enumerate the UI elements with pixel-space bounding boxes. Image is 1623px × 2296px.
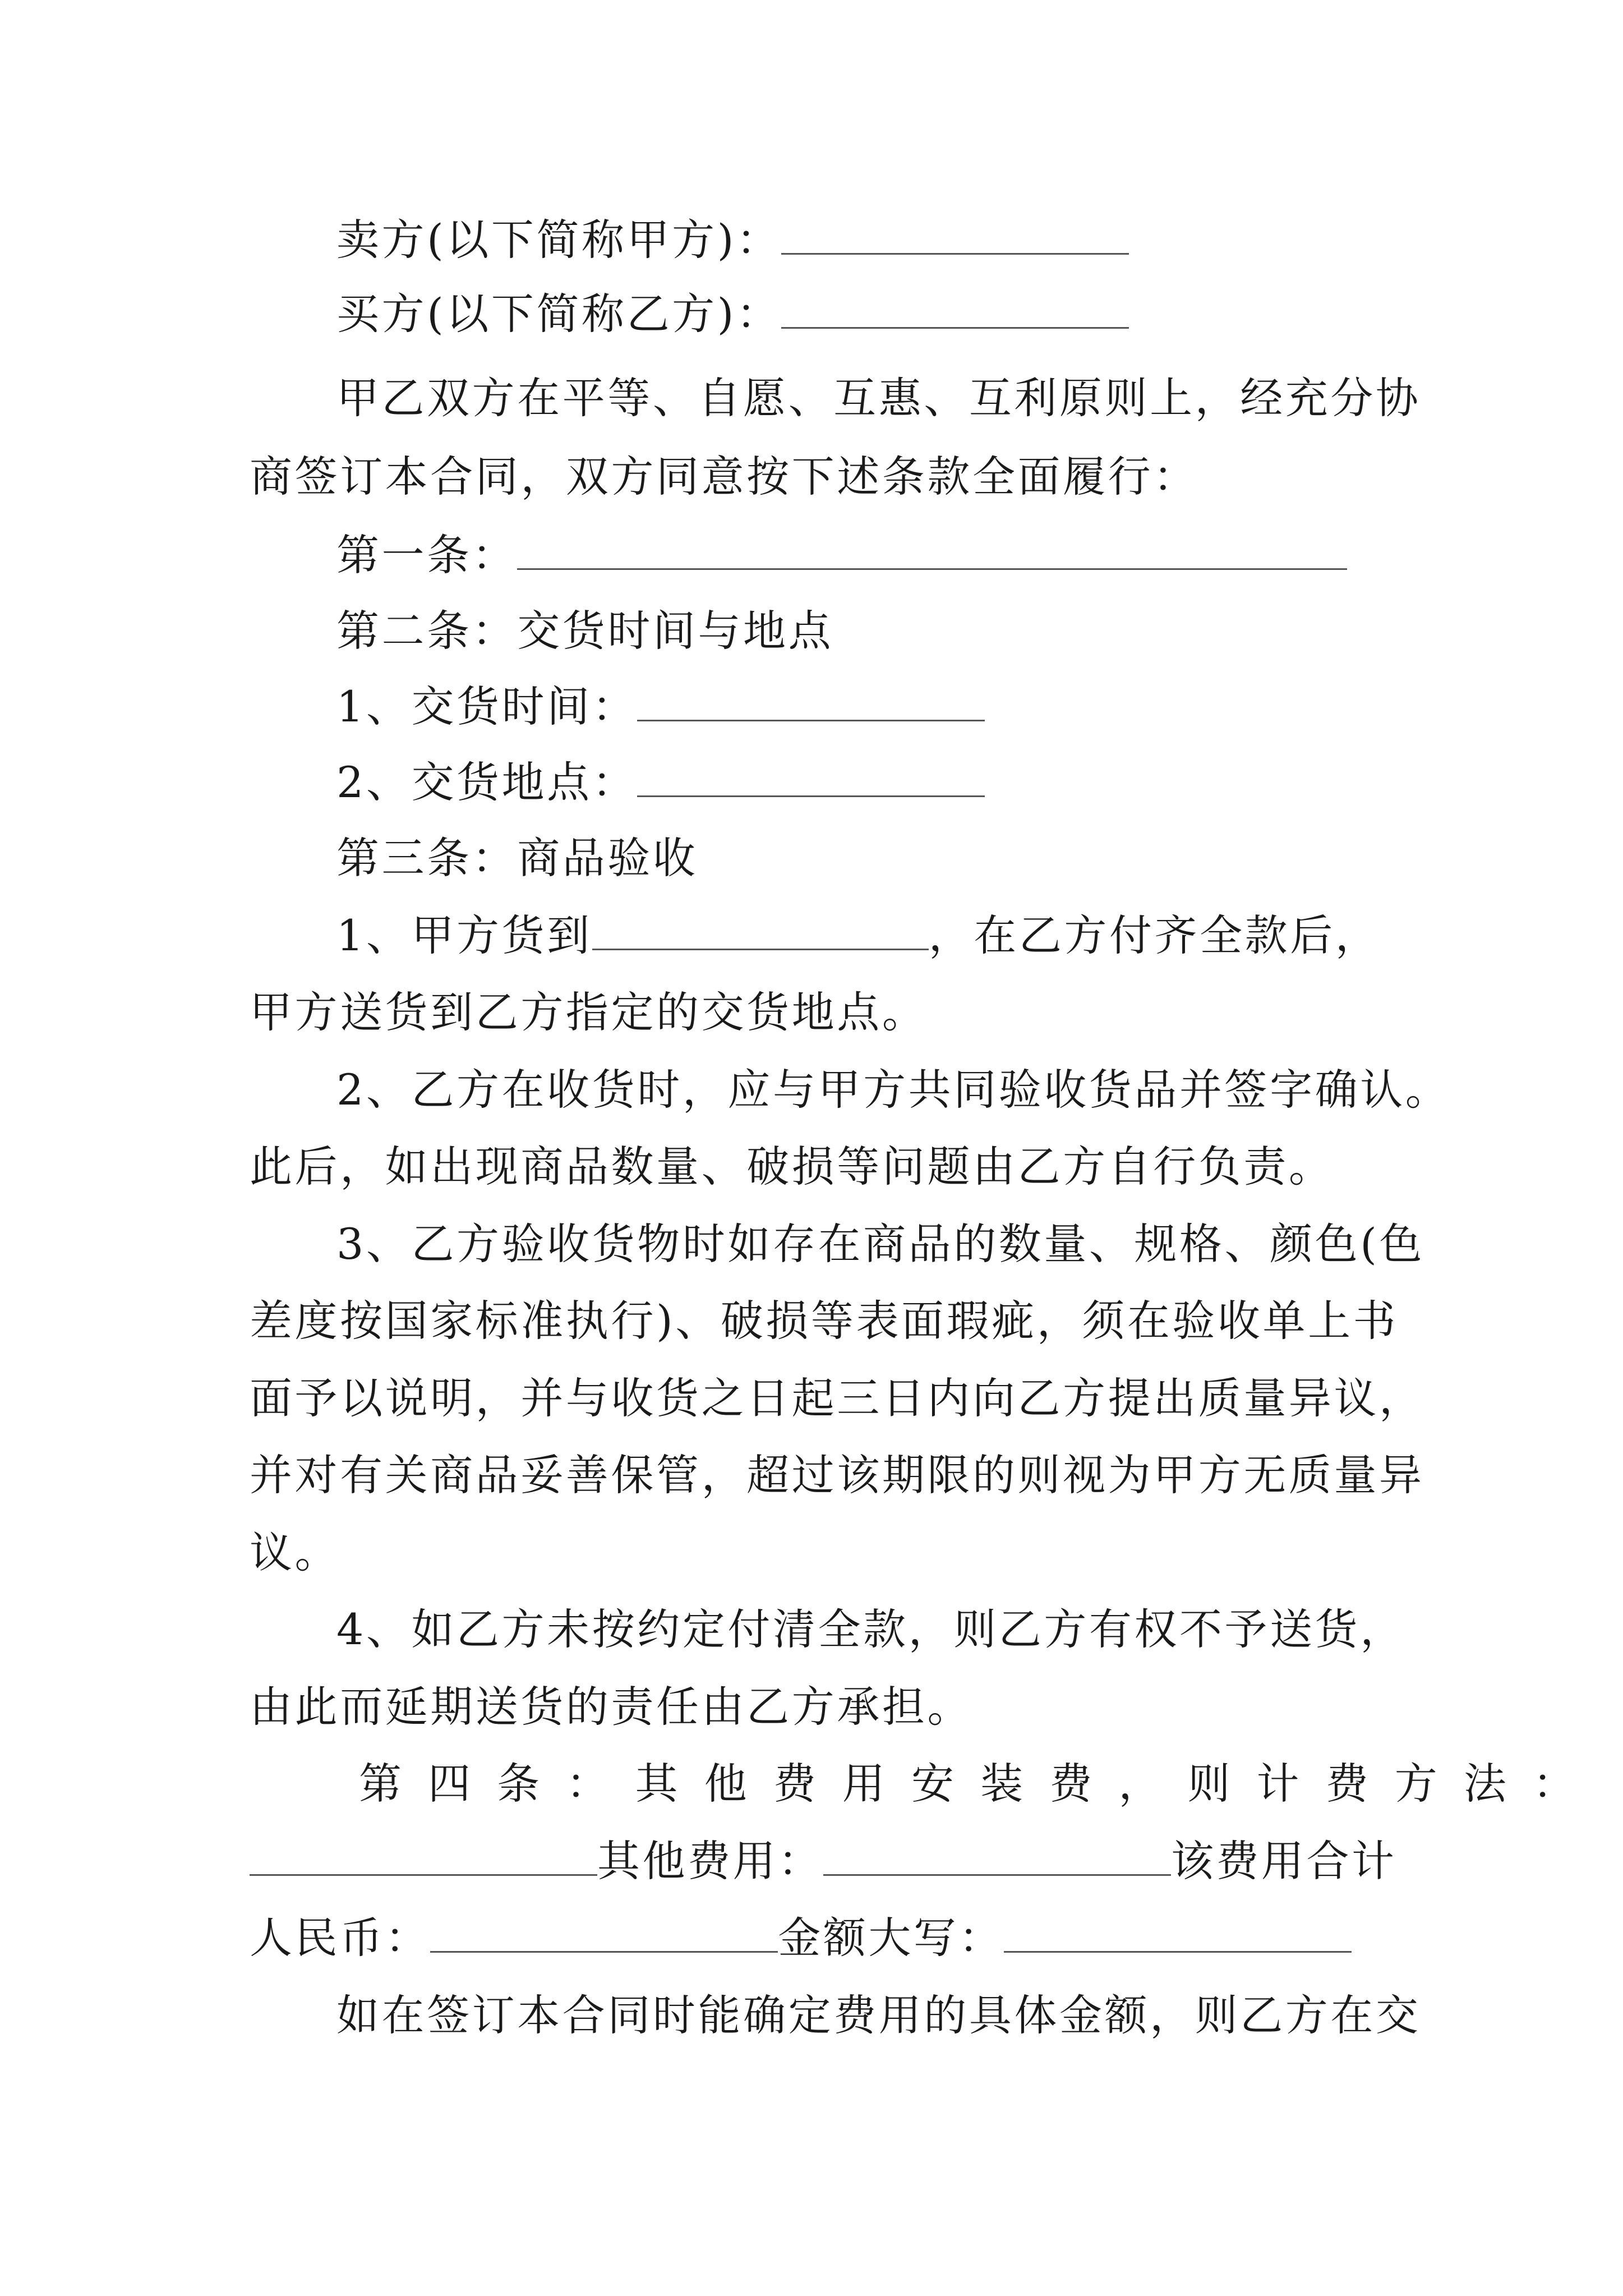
a3-p4-line1: 4、如乙方未按约定付清全款，则乙方有权不予送货， — [336, 1604, 1405, 1654]
a3-p3-line4: 并对有关商品妥善保管，超过该期限的则视为甲方无质量异 — [250, 1450, 1424, 1500]
delivery-time-blank[interactable] — [637, 685, 985, 721]
a3-p1-line2: 甲方送货到乙方指定的交货地点。 — [250, 987, 928, 1037]
delivery-time-line — [336, 679, 985, 735]
total-label: 该费用合计 — [1170, 1836, 1397, 1886]
seller-name-blank[interactable] — [781, 218, 1129, 255]
a3-p4-line2: 由此而延期送货的责任由乙方承担。 — [250, 1682, 972, 1732]
rmb-label: 人民币： — [250, 1913, 431, 1963]
buyer-name-blank[interactable] — [781, 292, 1129, 329]
intro-line-1: 甲乙双方在平等、自愿、互惠、互利原则上，经充分协 — [336, 373, 1421, 423]
a3-p1-part1: 1、甲方货到 — [336, 910, 592, 960]
delivery-place-line — [336, 754, 985, 811]
delivery-place-blank[interactable] — [637, 761, 985, 797]
a3-p3-line2: 差度按国家标准执行)、破损等表面瑕疵，须在验收单上书 — [250, 1296, 1399, 1346]
rmb-amount-blank[interactable] — [430, 1916, 778, 1953]
article1-blank[interactable] — [517, 533, 1347, 570]
amount-caps-label: 金额大写： — [778, 1913, 1004, 1963]
a3-p2-line1: 2、乙方在收货时，应与甲方共同验收货品并签字确认。 — [336, 1065, 1451, 1115]
a3-p1-line1 — [336, 908, 1380, 964]
rmb-line — [250, 1910, 1352, 1966]
article2-title: 第二条：交货时间与地点 — [336, 606, 834, 656]
delivery-time-label: 1、交货时间： — [336, 682, 638, 731]
goods-arrival-blank[interactable] — [592, 914, 929, 950]
fees-line — [250, 1833, 1397, 1889]
seller-label: 卖方(以下简称甲方)： — [336, 215, 782, 265]
a3-p3-line3: 面予以说明，并与收货之日起三日内向乙方提出质量异议， — [250, 1373, 1424, 1423]
seller-line — [336, 212, 1129, 268]
article1-line — [336, 527, 1347, 583]
other-fees-label: 其他费用： — [597, 1836, 823, 1886]
article4-line1: 第四条：其他费用安装费，则计费方法： — [359, 1759, 1602, 1809]
intro-line-2: 商签订本合同，双方同意按下述条款全面履行： — [250, 452, 1198, 501]
article3-title: 第三条：商品验收 — [336, 833, 698, 883]
amount-caps-blank[interactable] — [1004, 1916, 1352, 1953]
buyer-line — [336, 286, 1129, 342]
a3-p2-line2: 此后，如出现商品数量、破损等问题由乙方自行负责。 — [250, 1142, 1334, 1191]
a3-p3-line5: 议。 — [250, 1527, 340, 1577]
fee-method-blank[interactable] — [250, 1839, 597, 1876]
buyer-label: 买方(以下简称乙方)： — [336, 289, 782, 339]
article1-label: 第一条： — [336, 530, 518, 580]
a3-p1-part2: ，在乙方付齐全款后， — [928, 910, 1381, 960]
a3-p3-line1: 3、乙方验收货物时如存在商品的数量、规格、颜色(色 — [336, 1219, 1425, 1269]
other-fees-blank[interactable] — [823, 1839, 1171, 1876]
delivery-place-label: 2、交货地点： — [336, 757, 638, 807]
last-line: 如在签订本合同时能确定费用的具体金额，则乙方在交 — [336, 1990, 1421, 2040]
